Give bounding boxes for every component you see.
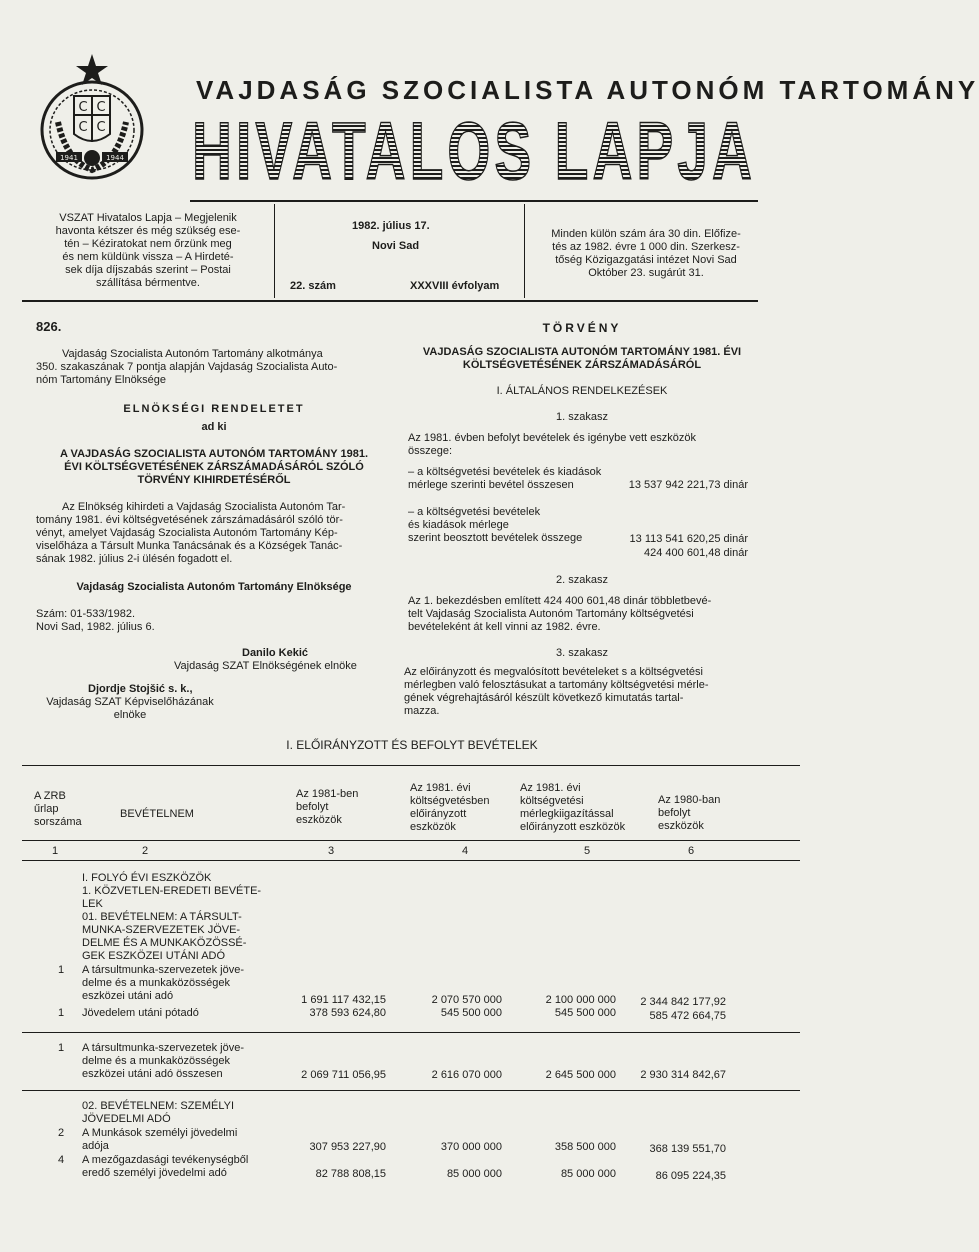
- header-c6: Az 1980-ban befolyt eszközök: [658, 794, 721, 832]
- intro-text: Vajdaság Szocialista Autonóm Tartomány alkotmánya 350. szakaszának 7 pontja alapján Vajdaság Szocialista Auto- nóm Tartomány Elnöksége: [36, 348, 338, 386]
- issuing-authority: Vajdaság Szocialista Autonóm Tartomány Elnöksége: [76, 581, 352, 593]
- coat-of-arms-emblem: [36, 52, 148, 184]
- section-1-text: Az 1981. évben befolyt bevételek és igénybe vett eszközök összege:: [408, 432, 697, 457]
- row-v4: 85 000 000: [446, 1168, 502, 1180]
- row-v3: 307 953 227,90: [309, 1141, 386, 1153]
- section-1: 1. szakasz: [556, 411, 608, 423]
- item-2-text: – a költségvetési bevételek és kiadások mérlege szerint beosztott bevételek összege: [408, 506, 583, 544]
- row-v4: 545 500 000: [440, 1007, 502, 1019]
- big-title-text: HIVATALOS LAPJA: [192, 106, 756, 197]
- section-3: 3. szakasz: [556, 647, 608, 659]
- row-v6: 585 472 664,75: [649, 1010, 726, 1022]
- row-v5: 358 500 000: [554, 1141, 616, 1153]
- row-v6: 2 930 314 842,67: [640, 1069, 726, 1081]
- row-v5: 2 645 500 000: [545, 1069, 616, 1081]
- colnum-2: 2: [141, 845, 149, 857]
- svg-text:С: С: [78, 120, 88, 135]
- row-v5: 545 500 000: [554, 1007, 616, 1019]
- colnum-3: 3: [327, 845, 335, 857]
- section-2: 2. szakasz: [556, 574, 608, 586]
- row-code: 1: [58, 964, 65, 976]
- reference-place-date: Novi Sad, 1982. július 6.: [36, 621, 155, 633]
- row-v3: 82 788 808,15: [315, 1168, 386, 1180]
- law-title: VAJDASÁG SZOCIALISTA AUTONÓM TARTOMÁNY 1981. ÉVI KÖLTSÉGVETÉSÉNEK ZÁRSZÁMADÁSÁRÓL: [422, 346, 742, 371]
- svg-text:С: С: [78, 100, 88, 115]
- table-title: I. ELŐIRÁNYZOTT ÉS BEFOLYT BEVÉTELEK: [286, 738, 538, 752]
- row-v5: 2 100 000 000: [545, 994, 616, 1006]
- row-text: A Munkások személyi jövedelmi adója: [82, 1127, 238, 1152]
- section-2-text: Az 1. bekezdésben említett 424 400 601,48 dinár többletbevé- telt Vajdaság Szocialista Autonóm Tartomány költségvetési bevételeként át kell vinni az 1982. évre.: [408, 595, 712, 633]
- info-divider-left: [274, 204, 275, 298]
- info-divider-right: [524, 204, 525, 298]
- colnum-5: 5: [583, 845, 591, 857]
- info-left: VSZAT Hivatalos Lapja – Megjelenik havonta kétszer és még szükség ese- tén – Kéziratokat nem őrzünk meg és nem küldünk vissza – A Hirdeté- sek díja díjszabás szerint – Postai szállítása bérmentve.: [55, 212, 241, 289]
- decree-heading: ELNÖKSÉGI RENDELETET: [123, 403, 305, 415]
- signer1-name: Danilo Kekić: [242, 647, 309, 659]
- table-top-rule: [22, 765, 800, 766]
- item-3-value: 424 400 601,48 dinár: [644, 547, 748, 559]
- colnum-6: 6: [687, 845, 695, 857]
- header-c1: A ZRB űrlap sorszáma: [34, 790, 82, 828]
- info-right: Minden külön szám ára 30 din. Előfize- tés az 1982. évre 1 000 din. Szerkesz- tőség Közigazgatási intézet Novi Sad Október 23. sugárút 31.: [551, 228, 741, 279]
- masthead-top-title: VAJDASÁG SZOCIALISTA AUTONÓM TARTOMÁNY: [196, 75, 979, 105]
- issue-place: Novi Sad: [372, 240, 420, 252]
- row-text: A mezőgazdasági tevékenységből eredő személyi jövedelmi adó: [82, 1154, 249, 1179]
- row-v6: 368 139 551,70: [649, 1143, 726, 1155]
- issue-number: 22. szám: [290, 280, 336, 292]
- section-3-text: Az előirányzott és megvalósított bevételeket s a költségvetési mérlegben való felosztásukat a tartomány költségvetési mérle- gének végrehajtásáról készült következő kimutatás tartal- mazza.: [404, 666, 709, 717]
- emblem-year-left: 1941: [60, 154, 78, 162]
- decree-body: Az Elnökség kihirdeti a Vajdaság Szocialista Autonóm Tar- tomány 1981. évi költségvetésének zárszámadásáról szóló tör- vényt, amelyet Vajdaság Szocialista Autonóm Tartomány Kép- viselőháza a Társult Munka Tanácsának és a Községek Tanác- sának 1982. július 2-i ülésén fogadott el.: [36, 501, 346, 565]
- table-section-2: 02. BEVÉTELNEM: SZEMÉLYI JÖVEDELMI ADÓ: [82, 1100, 235, 1125]
- issue-date: 1982. július 17.: [352, 220, 430, 232]
- item-1-text: – a költségvetési bevételek és kiadások mérlege szerinti bevétel összesen: [408, 466, 602, 491]
- decree-sub: ad ki: [201, 421, 227, 433]
- header-rule: [22, 840, 800, 841]
- item-1-value: 13 537 942 221,73 dinár: [628, 479, 748, 491]
- row-v4: 2 616 070 000: [431, 1069, 502, 1081]
- masthead-rule: [190, 200, 758, 202]
- colnum-rule: [22, 860, 800, 861]
- item-2-value: 13 113 541 620,25 dinár: [629, 533, 748, 545]
- header-c4: Az 1981. évi költségvetésben előirányzott eszközök: [410, 782, 490, 833]
- row-code: 1: [58, 1042, 65, 1054]
- signer2-name: Djordje Stojšić s. k.,: [88, 683, 193, 695]
- header-c5: Az 1981. évi költségvetési mérlegkiigazítással előirányzott eszközök: [520, 782, 626, 833]
- emblem-year-right: 1944: [106, 154, 124, 162]
- svg-text:С: С: [96, 100, 106, 115]
- decree-title: A VAJDASÁG SZOCIALISTA AUTONÓM TARTOMÁNY 1981. ÉVI KÖLTSÉGVETÉSÉNEK ZÁRSZÁMADÁSÁRÓL SZÓLÓ TÖRVÉNY KIHIRDETÉSÉRŐL: [59, 448, 369, 486]
- colnum-4: 4: [461, 845, 469, 857]
- row-code: 2: [58, 1127, 65, 1139]
- row-text: Jövedelem utáni pótadó: [82, 1007, 199, 1019]
- info-bottom-rule: [22, 300, 758, 302]
- general-provisions-heading: I. ÁLTALÁNOS RENDELKEZÉSEK: [496, 385, 668, 397]
- svg-text:С: С: [96, 120, 106, 135]
- issue-volume: XXXVIII évfolyam: [410, 280, 500, 292]
- row-v3: 1 691 117 432,15: [301, 994, 386, 1006]
- row-rule: [22, 1090, 800, 1091]
- row-rule: [22, 1032, 800, 1033]
- row-v3: 378 593 624,80: [309, 1007, 386, 1019]
- row-v5: 85 000 000: [560, 1168, 616, 1180]
- row-code: 4: [58, 1154, 65, 1166]
- reference-number: Szám: 01-533/1982.: [36, 608, 136, 620]
- masthead-big-title: [190, 106, 758, 197]
- row-v4: 370 000 000: [440, 1141, 502, 1153]
- row-v6: 86 095 224,35: [655, 1170, 726, 1182]
- row-v4: 2 070 570 000: [431, 994, 502, 1006]
- header-c2: BEVÉTELNEM: [120, 808, 194, 820]
- law-heading: TÖRVÉNY: [542, 321, 622, 335]
- row-v6: 2 344 842 177,92: [640, 996, 726, 1008]
- row-text: A társultmunka-szervezetek jöve- delme és a munkaközösségek eszközei utáni adó: [82, 964, 245, 1002]
- row-code: 1: [58, 1007, 65, 1019]
- row-text: A társultmunka-szervezetek jöve- delme és a munkaközösségek eszközei utáni adó összesen: [82, 1042, 245, 1080]
- row-v3: 2 069 711 056,95: [301, 1069, 386, 1081]
- document-number: 826.: [36, 319, 62, 334]
- signer2-title: Vajdaság SZAT Képviselőházának elnöke: [46, 696, 214, 721]
- colnum-1: 1: [51, 845, 59, 857]
- table-section-1: I. FOLYÓ ÉVI ESZKÖZÖK 1. KÖZVETLEN-EREDETI BEVÉTE- LEK 01. BEVÉTELNEM: A TÁRSULT- MUNKA-SZERVEZETEK JÖVE- DELME ÉS A MUNKAKÖZÖSSÉ- GEK ESZKÖZEI UTÁNI ADÓ: [82, 872, 262, 962]
- signer1-title: Vajdaság SZAT Elnökségének elnöke: [174, 660, 357, 672]
- header-c3: Az 1981-ben befolyt eszközök: [296, 788, 359, 826]
